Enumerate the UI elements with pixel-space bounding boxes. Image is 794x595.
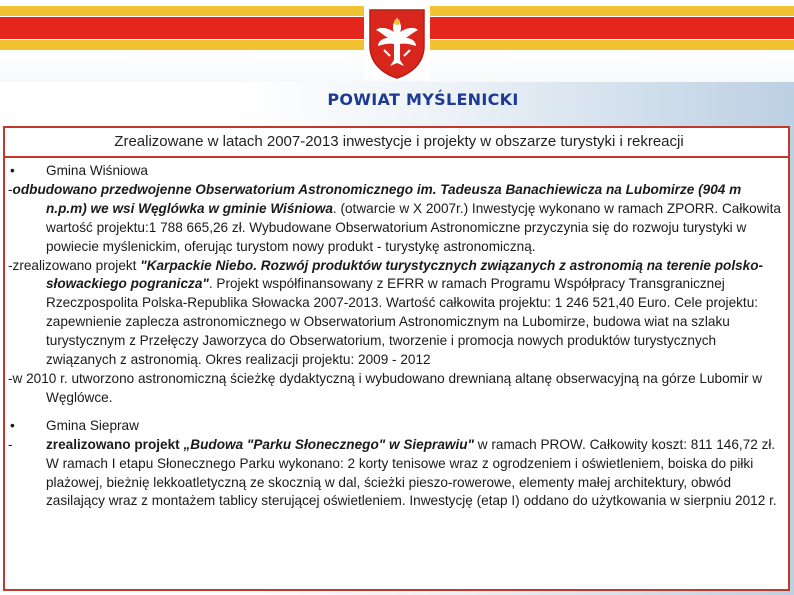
item-bold-italic: „Budowa "Parku Słonecznego" w Sieprawiu" [183, 436, 474, 452]
dash-marker: - [8, 257, 13, 273]
dash-marker: - [8, 436, 13, 452]
item-bold: zrealizowano projekt [46, 436, 184, 452]
list-item [8, 257, 784, 370]
dash-marker: - [8, 181, 13, 197]
section-heading-wisniowa [8, 162, 784, 181]
eagle-crest-icon [364, 2, 430, 80]
page-title: POWIAT MYŚLENICKI [327, 90, 519, 109]
item-text: w ramach PROW. Całkowity koszt: 811 146,72 zł. W ramach I etapu Słonecznego Parku wykonano: 2 korty tenisowe wraz z ogrodzeniem i oświetleniem, boiska do piłki plażowej, bieżnię lekkoatletyczną ze skocznią w dal, ścieżki pieszo-rowerowe, elementy małej architektury, obwód zasilający wraz z montażem tablicy sterującej oświetleniem. Inwestycję (etap I) oddano do użytkowania w sierpniu 2012 r. [46, 436, 777, 509]
box-subtitle: Zrealizowane w latach 2007-2013 inwestycje i projekty w obszarze turystyki i rekreacji [114, 133, 684, 150]
item-text: . (otwarcie w X 2007r.) Inwestycję wykonano w ramach ZPORR. Całkowita wartość projektu:1 788 665,26 zł. Wybudowane Obserwatorium Astronomiczne przyczynia się do rozwoju turystyki w powiecie myślenickim, oferując turystom nowy produkt - turystykę astronomiczną. [46, 200, 781, 254]
section-heading-siepraw [8, 417, 784, 436]
body-text [8, 162, 784, 511]
item-text-pre: zrealizowano projekt [12, 257, 141, 273]
header-band [0, 0, 794, 82]
item-bold-italic: "Karpackie Niebo. Rozwój produktów turystycznych związanych z astronomią na terenie polsko-słowackiego pogranicza" [46, 257, 764, 292]
section-name: Gmina Wiśniowa [46, 163, 148, 178]
item-text-pre: w 2010 r. utworzono astronomiczną ścieżkę dydaktyczną i wybudowano drewnianą altanę obserwacyjną na górze Lubomir w Węglówce. [12, 370, 763, 405]
bullet-marker: • [10, 417, 15, 433]
list-item [8, 436, 784, 512]
item-text: . Projekt współfinansowany z EFRR w ramach Programu Współpracy Transgranicznej Rzeczpospolita Polska-Republika Słowacka 2007-2013. Wartość całkowita projektu: 1 246 521,40 Euro. Cele projektu: zapewnienie zaplecza astronomicznego w Obserwatorium Astronomicznym na Lubomirze, budowa wiat na szlaku turystycznym z Przełęczy Jaworzyca do Obserwatorium, tworzenie i promocja nowych produktów turystycznych związanych z astronomią. Okres realizacji projektu: 2009 - 2012 [46, 276, 759, 368]
dash-marker: - [8, 370, 13, 386]
item-bold-italic: odbudowano przedwojenne Obserwatorium Astronomicznego im. Tadeusza Banachiewicza na Lubomirze (904 m n.p.m) we wsi Węglówka w gminie Wiśniowa [12, 181, 742, 216]
bullet-marker: • [10, 163, 15, 178]
list-item [8, 181, 784, 257]
list-item [8, 370, 784, 408]
section-gap [8, 408, 784, 417]
section-name: Gmina Siepraw [46, 417, 139, 433]
subtitle-divider [5, 156, 788, 158]
